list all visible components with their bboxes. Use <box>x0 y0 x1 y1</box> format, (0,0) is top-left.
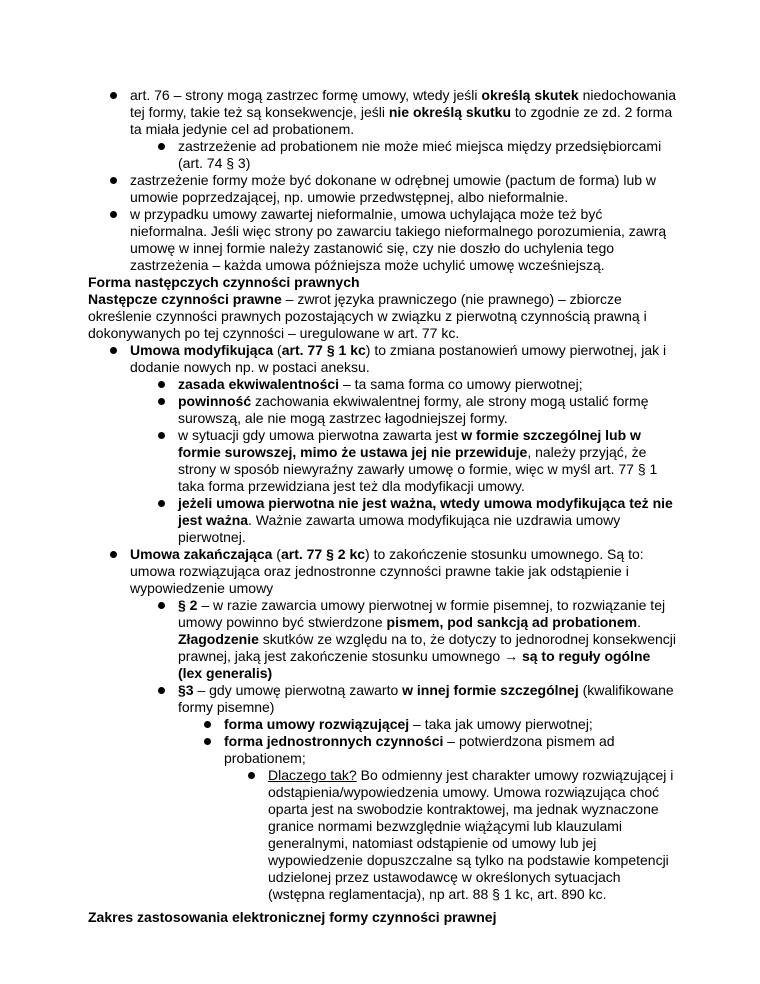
bullet-icon <box>158 687 165 694</box>
text: – taka jak umowy pierwotnej; <box>409 716 593 732</box>
list-item-pactum <box>88 172 678 206</box>
underlined-text: Dlaczego tak? <box>268 767 357 783</box>
text: ) to zakończenie stosunku umownego. Są to: umowa rozwiązująca oraz jednostronne czynności prawne takie jak odstąpienie i wypowiedzenie umowy <box>130 546 644 596</box>
bold-text: w innej formie szczególnej <box>402 682 579 698</box>
text: ( <box>272 546 281 562</box>
text: , należy przyjąć, że strony w sposób niewyraźny zawarły umowę o formie, więc w myśl art. 77 § 1 taka forma przewidziana jest też dla modyfikacji umowy. <box>178 444 658 494</box>
text: ( <box>273 342 282 358</box>
bullet-icon <box>110 551 117 558</box>
list-item-zasada-ekwiwalentnosci <box>88 376 678 393</box>
text: niedochowania tej formy, takie też są konsekwencje, jeśli <box>130 87 677 120</box>
bullet-icon <box>110 177 117 184</box>
bold-text: nie określą skutku <box>388 104 512 120</box>
bullet-icon <box>204 721 211 728</box>
bullet-icon <box>158 602 165 609</box>
text: ) to zmiana postanowień umowy pierwotnej, jak i dodanie nowych np. w postaci aneksu. <box>130 342 667 375</box>
list-item-nieformalnie <box>88 206 678 274</box>
bold-text: Następcze czynności prawne <box>88 291 282 307</box>
bold-text: powinność <box>178 393 252 409</box>
text: . <box>637 614 641 630</box>
bold-text: §3 <box>178 682 194 698</box>
bold-text: jeżeli umowa pierwotna nie jest ważna, wtedy umowa modyfikująca też nie jest ważna <box>178 495 673 528</box>
list-item-forma-jednostronnych <box>88 733 678 767</box>
bullet-list-nastepcze <box>88 342 678 903</box>
text: (kwalifikowane formy pisemne) <box>178 682 674 715</box>
text: . Ważnie zawarta umowa modyfikująca nie uzdrawia umowy pierwotnej. <box>178 512 621 545</box>
bullet-icon <box>110 347 117 354</box>
bullet-icon <box>248 772 255 779</box>
list-item-dlaczego-tak <box>88 767 678 903</box>
bullet-icon <box>158 500 165 507</box>
bullet-icon <box>110 211 117 218</box>
bullet-icon <box>204 738 211 745</box>
text: zachowania ekwiwalentnej formy, ale strony mogą ustalić formę surowszą, ale nie mogą zastrzec łagodniejszej formy. <box>178 393 649 426</box>
text: – potwierdzona pismem ad probationem; <box>224 733 615 766</box>
text: art. 76 – strony mogą zastrzec formę umowy, wtedy jeśli <box>130 87 482 103</box>
list-item-art74 <box>88 138 678 172</box>
bold-text: Umowa modyfikująca <box>130 342 274 358</box>
document-content <box>88 87 678 926</box>
bold-text: § 2 <box>178 597 198 613</box>
bullet-list-art76 <box>88 87 678 274</box>
list-item-paragraf-2 <box>88 597 678 682</box>
bold-text: pismem, pod sankcją ad probationem <box>386 614 638 630</box>
list-item-umowa-modyfikujaca <box>88 342 678 376</box>
section-heading-elektroniczna-forma: Zakres zastosowania elektronicznej formy czynności prawnej <box>88 909 497 925</box>
bold-text: art. 77 § 2 kc <box>280 546 366 562</box>
bullet-icon <box>110 92 117 99</box>
text: to zgodnie ze zd. 2 forma ta miała jedynie cel ad probationem. <box>130 104 673 137</box>
list-item-art76 <box>88 87 678 138</box>
section-heading-forma-nastepczych: Forma następczych czynności prawnych <box>88 274 360 290</box>
bullet-icon <box>158 143 165 150</box>
text: zastrzeżenie ad probationem nie może mieć miejsca między przedsiębiorcami (art. 74 § 3) <box>178 138 662 171</box>
bold-text: Umowa zakańczająca <box>130 546 273 562</box>
bullet-icon <box>158 381 165 388</box>
list-item-forma-szczegolna <box>88 427 678 495</box>
intro-paragraph <box>88 291 678 342</box>
list-item-powinnosc <box>88 393 678 427</box>
text: – w razie zawarcia umowy pierwotnej w formie pisemnej, to rozwiązanie tej umowy powinno być stwierdzone <box>178 597 666 630</box>
text: – gdy umowę pierwotną zawarto <box>193 682 403 698</box>
list-item-forma-umowy-rozwiazujacej <box>88 716 678 733</box>
list-item-niewaznosc <box>88 495 678 546</box>
bold-text: zasada ekwiwalentności <box>178 376 340 392</box>
text: – zwrot języka prawniczego (nie prawnego) – zbiorcze określenie czynności prawnych pozostających w związku z pierwotną czynnością prawną i dokonywanych po tej czynności – uregulowane w art. 77 kc. <box>88 291 647 341</box>
text: w sytuacji gdy umowa pierwotna zawarta jest <box>178 427 462 443</box>
bold-text: forma umowy rozwiązującej <box>224 716 410 732</box>
text: – ta sama forma co umowy pierwotnej; <box>339 376 583 392</box>
bold-text: w formie szczególnej lub w formie surowszej, mimo że ustawa jej nie przewiduje <box>178 427 641 460</box>
bullet-icon <box>158 432 165 439</box>
bold-text: określą skutek <box>481 87 579 103</box>
bold-text: są to reguły ogólne (lex generalis) <box>178 648 651 681</box>
bold-text: art. 77 § 1 kc <box>281 342 366 358</box>
list-item-umowa-zakanczajaca <box>88 546 678 597</box>
bold-text: forma jednostronnych czynności <box>224 733 444 749</box>
text: zastrzeżenie formy może być dokonane w odrębnej umowie (pactum de forma) lub w umowie poprzedzającej, np. umowie przedwstępnej, albo nieformalnie. <box>130 172 657 205</box>
list-item-paragraf-3 <box>88 682 678 716</box>
bold-text: Złagodzenie <box>178 631 259 647</box>
text: skutków ze względu na to, że dotyczy to jednorodnej konsekwencji prawnej, jaką jest zakończenie stosunku umownego → <box>178 631 677 664</box>
text: w przypadku umowy zawartej nieformalnie, umowa uchylająca może też być nieformalna. Jeśli więc strony po zawarciu takiego nieformalnego porozumienia, zawrą umowę w innej formie należy zastanowić się, czy nie doszło do uchylenia tego zastrzeżenia – każda umowa późniejsza może uchylić umowę wcześniejszą. <box>130 206 667 273</box>
text: Bo odmienny jest charakter umowy rozwiązującej i odstąpienia/wypowiedzenia umowy. Umowa rozwiązująca choć oparta jest na swobodzie kontraktowej, ma jednak wyznaczone granice normami bezwzględnie wiążącymi lub klauzulami generalnymi, natomiast odstąpienie od umowy lub jej wypowiedzenie dopuszczalne są tylko na podstawie kompetencji udzielonej przez ustawodawcę w określonych sytuacjach (wstępna reglamentacja), np art. 88 § 1 kc, art. 890 kc. <box>268 767 674 902</box>
bullet-icon <box>158 398 165 405</box>
